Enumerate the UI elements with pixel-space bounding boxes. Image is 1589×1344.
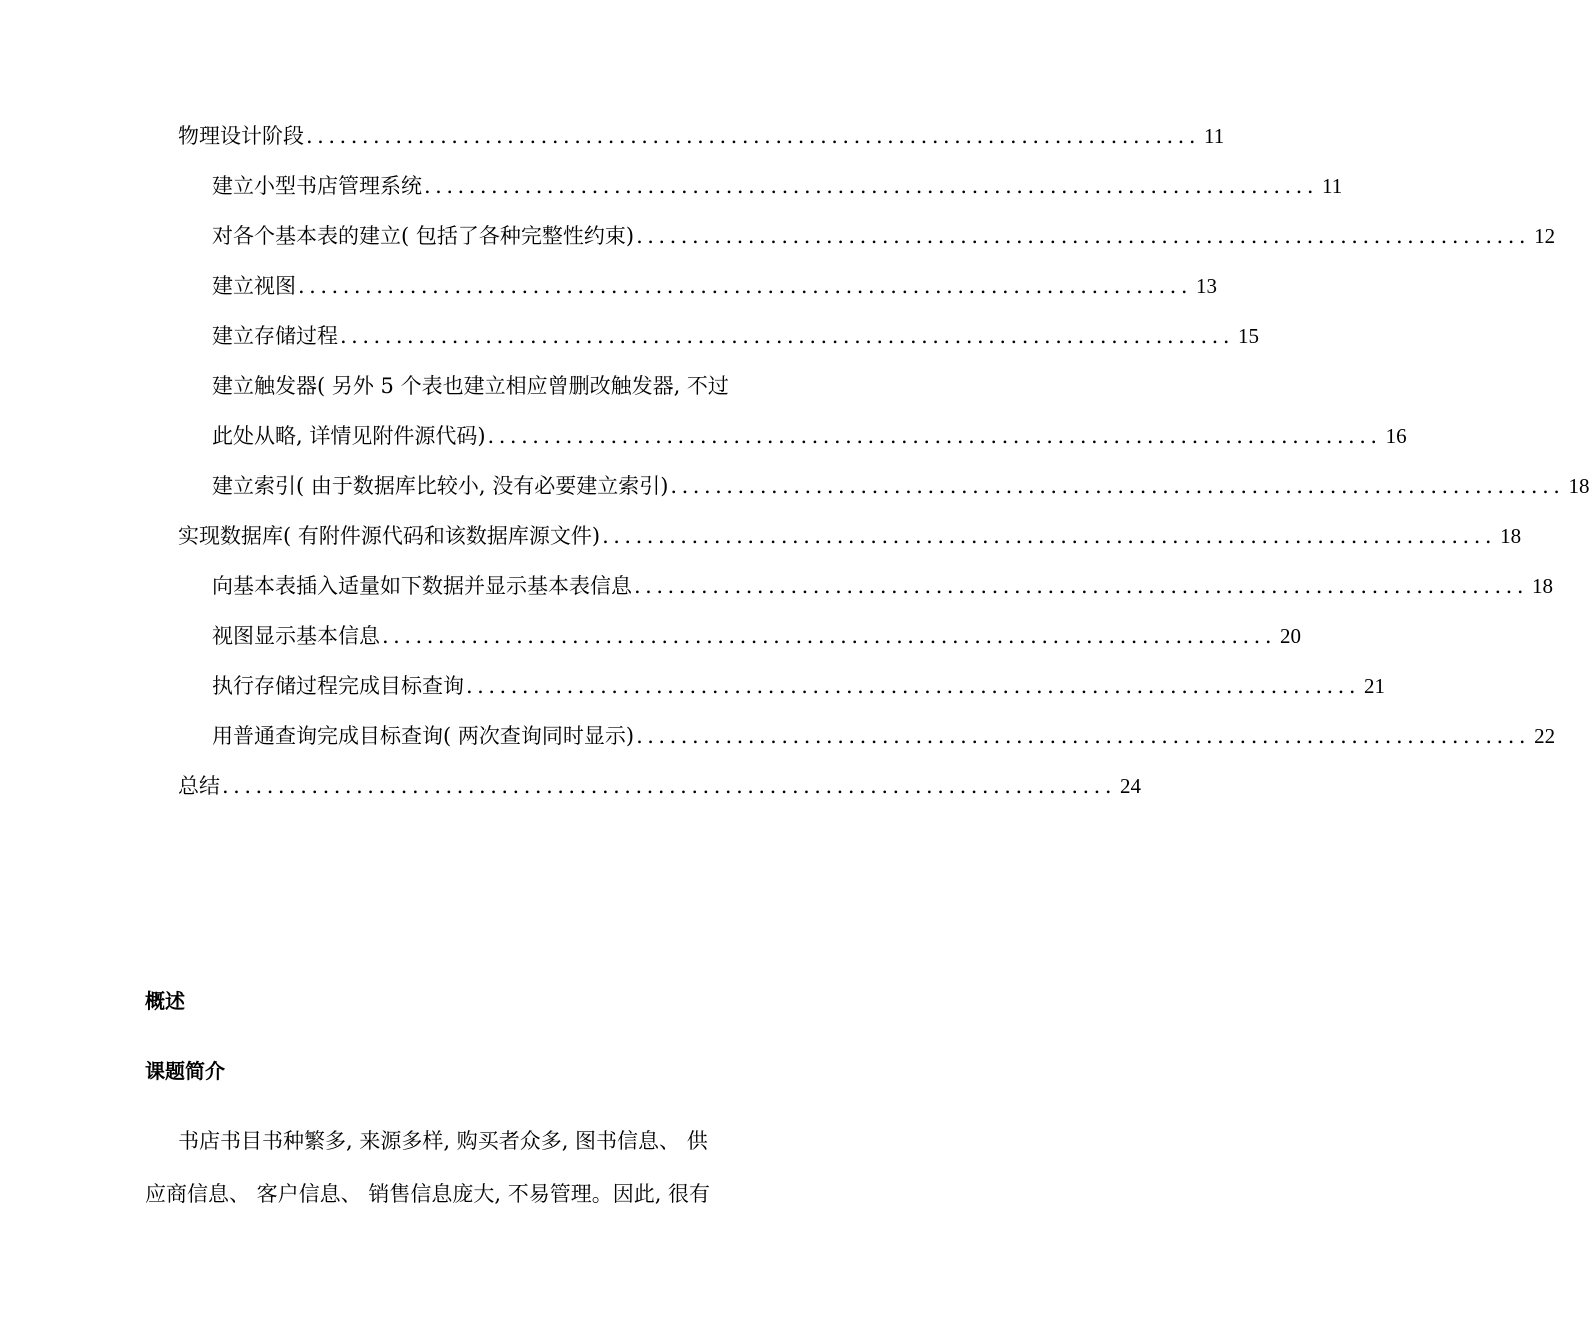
toc-entry-title: 视图显示基本信息 bbox=[212, 624, 380, 648]
toc-entry[interactable] bbox=[212, 621, 1302, 651]
toc-entry-title: 建立存储过程 bbox=[212, 324, 338, 348]
toc-entry[interactable] bbox=[212, 171, 1343, 201]
toc-dot-leader: ................................................................................ bbox=[602, 524, 1497, 548]
toc-page-number: 16 bbox=[1385, 424, 1407, 448]
toc-dot-leader: ................................................................................ bbox=[222, 774, 1117, 798]
toc-entry[interactable] bbox=[212, 471, 1589, 501]
paragraph-line: 应商信息、 客户信息、 销售信息庞大, 不易管理。因此, 很有 bbox=[145, 1182, 711, 1206]
toc-entry-title: 建立视图 bbox=[212, 274, 296, 298]
toc-dot-leader: ................................................................................ bbox=[340, 324, 1235, 348]
toc-page-number: 13 bbox=[1196, 274, 1218, 298]
toc-entry-title: 建立小型书店管理系统 bbox=[212, 174, 422, 198]
toc-dot-leader: ................................................................................ bbox=[424, 174, 1319, 198]
toc-entry[interactable] bbox=[178, 771, 1142, 801]
toc-dot-leader: ................................................................................ bbox=[306, 124, 1201, 148]
toc-entry-title-line1[interactable]: 建立触发器( 另外 5 个表也建立相应曾删改触发器, 不过 bbox=[212, 374, 729, 398]
toc-page-number: 20 bbox=[1280, 624, 1302, 648]
toc-page-number: 11 bbox=[1204, 124, 1225, 148]
toc-entry-title: 向基本表插入适量如下数据并显示基本表信息 bbox=[212, 574, 632, 598]
toc-page-number: 12 bbox=[1534, 224, 1556, 248]
toc-entry-title: 物理设计阶段 bbox=[178, 124, 304, 148]
toc-entry[interactable] bbox=[212, 571, 1554, 601]
toc-entry-title: 实现数据库( 有附件源代码和该数据库源文件) bbox=[178, 524, 601, 548]
toc-page-number: 22 bbox=[1534, 724, 1556, 748]
toc-entry-title-line2: 此处从略, 详情见附件源代码) bbox=[212, 424, 486, 448]
toc-entry[interactable] bbox=[212, 271, 1218, 301]
toc-dot-leader: ................................................................................ bbox=[670, 474, 1565, 498]
toc-dot-leader: ................................................................................ bbox=[634, 574, 1529, 598]
toc-dot-leader: ................................................................................ bbox=[466, 674, 1361, 698]
toc-page-number: 21 bbox=[1364, 674, 1386, 698]
toc-page-number: 18 bbox=[1568, 474, 1589, 498]
toc-entry[interactable] bbox=[212, 671, 1386, 701]
toc-entry-title: 执行存储过程完成目标查询 bbox=[212, 674, 464, 698]
toc-page-number: 11 bbox=[1322, 174, 1343, 198]
subsection-heading: 课题简介 bbox=[145, 1059, 225, 1083]
toc-dot-leader: ................................................................................ bbox=[636, 224, 1531, 248]
toc-dot-leader: ................................................................................ bbox=[636, 724, 1531, 748]
toc-page-number: 18 bbox=[1500, 524, 1522, 548]
toc-entry-title: 建立索引( 由于数据库比较小, 没有必要建立索引) bbox=[212, 474, 669, 498]
toc-dot-leader: ................................................................................ bbox=[298, 274, 1193, 298]
toc-entry-title: 总结 bbox=[178, 774, 220, 798]
toc-entry-title: 对各个基本表的建立( 包括了各种完整性约束) bbox=[212, 224, 635, 248]
toc-entry[interactable] bbox=[178, 121, 1225, 151]
toc-entry[interactable] bbox=[212, 221, 1556, 251]
toc-entry[interactable] bbox=[178, 521, 1522, 551]
toc-page-number: 24 bbox=[1120, 774, 1142, 798]
toc-entry[interactable] bbox=[212, 721, 1556, 751]
paragraph-line: 书店书目书种繁多, 来源多样, 购买者众多, 图书信息、 供 bbox=[178, 1129, 708, 1153]
toc-entry[interactable] bbox=[212, 321, 1260, 351]
toc-entry[interactable] bbox=[212, 421, 1407, 451]
toc-dot-leader: ................................................................................ bbox=[487, 424, 1382, 448]
section-heading: 概述 bbox=[145, 989, 185, 1013]
toc-dot-leader: ................................................................................ bbox=[382, 624, 1277, 648]
toc-page-number: 15 bbox=[1238, 324, 1260, 348]
toc-entry-title: 用普通查询完成目标查询( 两次查询同时显示) bbox=[212, 724, 635, 748]
toc-page-number: 18 bbox=[1532, 574, 1554, 598]
